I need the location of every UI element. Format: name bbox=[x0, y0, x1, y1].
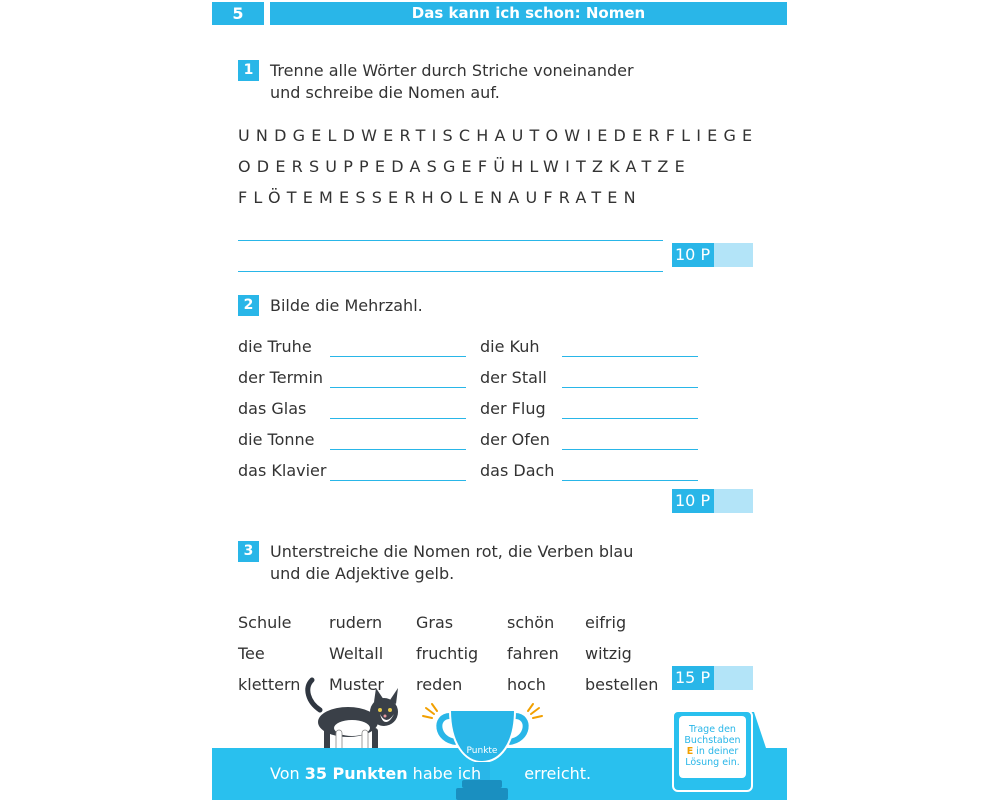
note-line4: Lösung ein. bbox=[685, 757, 740, 768]
plural-word-right: der Flug bbox=[480, 399, 546, 418]
word-item[interactable]: reden bbox=[416, 675, 463, 694]
plural-answer-line[interactable] bbox=[562, 449, 698, 450]
word-item[interactable]: Weltall bbox=[329, 644, 384, 663]
word-item[interactable]: bestellen bbox=[585, 675, 659, 694]
word-item[interactable]: eifrig bbox=[585, 613, 627, 632]
note-line3 bbox=[679, 746, 746, 757]
points-label: 15 P bbox=[672, 666, 714, 690]
points-box-task2 bbox=[672, 489, 753, 513]
plural-answer-line[interactable] bbox=[330, 356, 466, 357]
page-title: Das kann ich schon: Nomen bbox=[270, 2, 787, 25]
task3-instruction-line1: Unterstreiche die Nomen rot, die Verben blau bbox=[270, 542, 634, 561]
word-item[interactable]: Tee bbox=[238, 644, 265, 663]
note-letter: E bbox=[686, 746, 694, 757]
plural-answer-line[interactable] bbox=[330, 480, 466, 481]
plural-word-right: der Stall bbox=[480, 368, 547, 387]
task3-instruction-line2: und die Adjektive gelb. bbox=[270, 564, 455, 583]
points-label: 10 P bbox=[672, 243, 714, 267]
points-box-task1 bbox=[672, 243, 753, 267]
answer-line[interactable] bbox=[238, 271, 663, 272]
task1-instruction-line1: Trenne alle Wörter durch Striche voneinander bbox=[270, 61, 634, 80]
answer-line[interactable] bbox=[238, 240, 663, 241]
plural-answer-line[interactable] bbox=[562, 418, 698, 419]
note-text bbox=[679, 716, 746, 778]
word-item[interactable]: Muster bbox=[329, 675, 384, 694]
plural-word-left: das Klavier bbox=[238, 461, 327, 480]
plural-answer-line[interactable] bbox=[330, 387, 466, 388]
plural-answer-line[interactable] bbox=[330, 418, 466, 419]
footer-text bbox=[270, 764, 591, 783]
plural-answer-line[interactable] bbox=[562, 387, 698, 388]
letter-chain-3: FLÖTEMESSERHOLENAUFRATEN bbox=[238, 188, 642, 207]
word-item[interactable]: fruchtig bbox=[416, 644, 479, 663]
points-label: 10 P bbox=[672, 489, 714, 513]
note-line2: Buchstaben bbox=[684, 735, 741, 746]
letter-chain-1: UNDGELDWERTISCHAUTOWIEDERFLIEGE bbox=[238, 126, 759, 145]
plural-word-left: das Glas bbox=[238, 399, 307, 418]
cat-illustration bbox=[300, 676, 410, 756]
plural-answer-line[interactable] bbox=[562, 356, 698, 357]
word-item[interactable]: fahren bbox=[507, 644, 559, 663]
task1-instruction-line2: und schreibe die Nomen auf. bbox=[270, 83, 500, 102]
word-item[interactable]: schön bbox=[507, 613, 555, 632]
word-item[interactable]: witzig bbox=[585, 644, 632, 663]
plural-answer-line[interactable] bbox=[562, 480, 698, 481]
plural-answer-line[interactable] bbox=[330, 449, 466, 450]
task2-badge: 2 bbox=[238, 295, 259, 316]
footer-points-total: 35 Punkten bbox=[304, 764, 408, 783]
task3-instruction bbox=[270, 541, 633, 585]
plural-word-left: der Termin bbox=[238, 368, 324, 387]
word-item[interactable]: klettern bbox=[238, 675, 301, 694]
footer-text-start: Von bbox=[270, 764, 305, 783]
trophy-label: Punkte bbox=[466, 746, 498, 756]
points-box-task3 bbox=[672, 666, 753, 690]
word-item[interactable]: Schule bbox=[238, 613, 292, 632]
plural-word-left: die Tonne bbox=[238, 430, 315, 449]
task3-badge: 3 bbox=[238, 541, 259, 562]
footer-text-middle: habe ich bbox=[407, 764, 487, 783]
note-line3-rest: in deiner bbox=[693, 746, 739, 757]
plural-word-right: der Ofen bbox=[480, 430, 550, 449]
note-line1: Trage den bbox=[689, 724, 736, 735]
word-item[interactable]: Gras bbox=[416, 613, 454, 632]
word-item[interactable]: rudern bbox=[329, 613, 383, 632]
task1-badge: 1 bbox=[238, 60, 259, 81]
task2-instruction: Bilde die Mehrzahl. bbox=[270, 296, 423, 315]
task1-instruction bbox=[270, 60, 634, 104]
footer-text-end: erreicht. bbox=[524, 764, 592, 783]
letter-chain-2: ODERSUPPEDASGEFÜHLWITZKATZE bbox=[238, 157, 691, 176]
word-item[interactable]: hoch bbox=[507, 675, 546, 694]
plural-word-right: die Kuh bbox=[480, 337, 540, 356]
plural-word-left: die Truhe bbox=[238, 337, 312, 356]
page-number: 5 bbox=[212, 2, 264, 25]
plural-word-right: das Dach bbox=[480, 461, 555, 480]
